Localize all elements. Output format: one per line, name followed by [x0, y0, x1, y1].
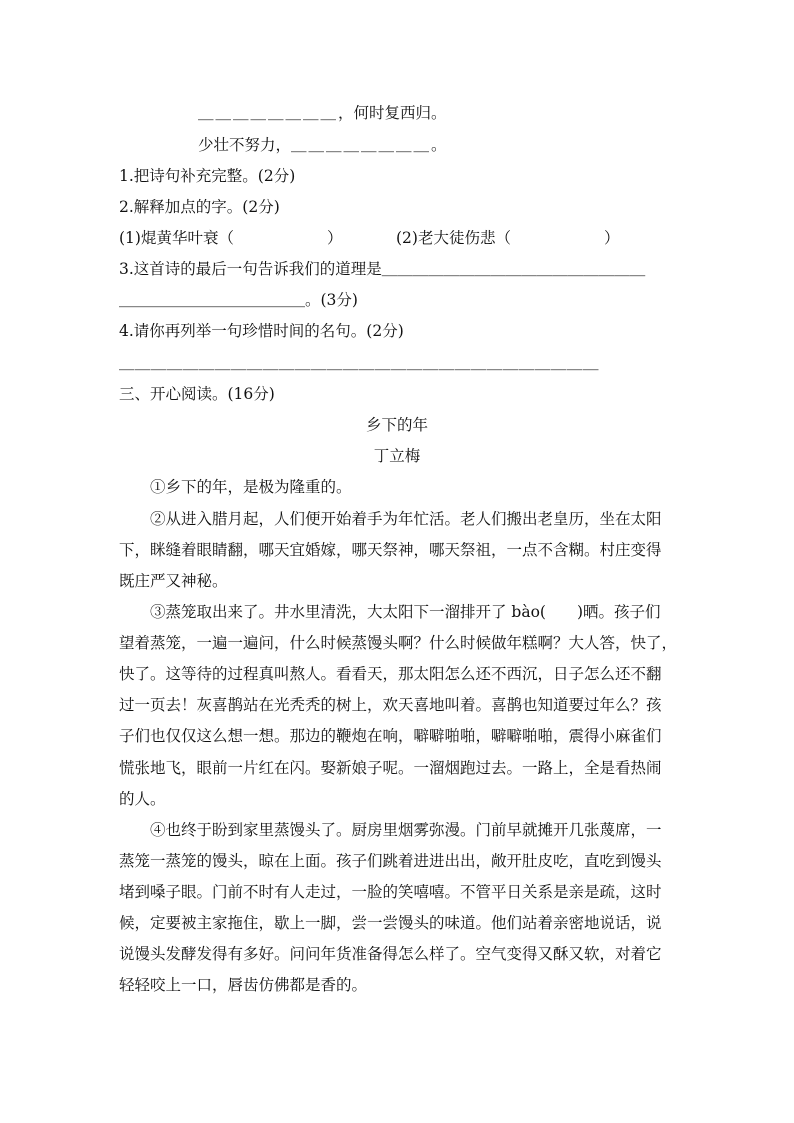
- passage-line: 说馒头发酵发得有多好。问问年货准备得怎么样了。空气变得又酥又软，对着它: [119, 945, 662, 963]
- passage-line: 下，眯缝着眼睛翻，哪天宜婚嫁，哪天祭神，哪天祭祖，一点不含糊。村庄变得: [119, 541, 662, 559]
- passage-line: ④也终于盼到家里蒸馒头了。厨房里烟雾弥漫。门前早就摊开几张蔑席，一: [150, 821, 662, 839]
- passage-line: 堵到嗓子眼。门前不时有人走过，一脸的笑嘻嘻。不管平日关系是亲是疏，这时: [119, 883, 662, 901]
- passage-line: 过一页去！灰喜鹊站在光秃秃的树上，欢天喜地叫着。喜鹊也知道要过年么？孩: [119, 696, 662, 714]
- passage-author: 丁立梅: [373, 447, 421, 465]
- passage-line: 望着蒸笼，一遍一遍问，什么时候蒸馒头啊？什么时候做年糕啊？大人答，快了，: [119, 634, 678, 652]
- answer-blank[interactable]: ＿＿＿＿＿＿＿＿＿＿＿＿＿＿＿＿＿＿＿＿＿＿＿＿＿＿＿＿＿＿: [119, 354, 600, 372]
- passage-line: ①乡下的年，是极为隆重的。: [150, 478, 352, 496]
- section-heading: 三、开心阅读。(16分): [119, 385, 275, 403]
- passage-line: 的人。: [119, 790, 166, 808]
- question-3-continued: ＿＿＿＿＿＿＿＿＿＿＿＿。(3分): [119, 291, 358, 309]
- question-2: 2.解释加点的字。(2分): [119, 198, 280, 216]
- question-1: 1.把诗句补充完整。(2分): [119, 167, 296, 185]
- passage-line: 慌张地飞，眼前一片红在闪。娶新娘子呢。一溜烟跑过去。一路上，全是看热闹: [119, 759, 662, 777]
- passage-line: 既庄严又神秘。: [119, 572, 228, 590]
- question-2-item-1: (1)焜黄华叶衰（ ）: [119, 229, 343, 247]
- passage-title: 乡下的年: [365, 416, 428, 434]
- passage-line: 快了。这等待的过程真叫熬人。看看天，那太阳怎么还不西沉，日子怎么还不翻: [119, 665, 662, 683]
- passage-line: ③蒸笼取出来了。井水里清洗，大太阳下一溜排开了 bào( )晒。孩子们: [150, 603, 661, 621]
- passage-line: 子们也仅仅这么想一想。那边的鞭炮在响，噼噼啪啪，噼噼啪啪，震得小麻雀们: [119, 727, 662, 745]
- question-4: 4.请你再列举一句珍惜时间的名句。(2分): [119, 322, 404, 340]
- poem-line-1: ＿＿＿＿＿＿＿＿，何时复西归。: [198, 104, 447, 122]
- answer-blank[interactable]: ＿＿＿＿＿＿＿＿: [198, 104, 339, 122]
- passage-line: ②从进入腊月起，人们便开始着手为年忙活。老人们搬出老皇历，坐在太阳: [150, 510, 662, 528]
- question-2-item-2: (2)老大徒伤悲（ ）: [396, 229, 620, 247]
- poem-line-2: 少壮不努力，＿＿＿＿＿＿＿＿。: [198, 136, 447, 154]
- passage-line: 蒸笼一蒸笼的馒头，晾在上面。孩子们跳着进进出出，敞开肚皮吃，直吃到馒头: [119, 852, 662, 870]
- question-3: 3.这首诗的最后一句告诉我们的道理是＿＿＿＿＿＿＿＿＿＿＿＿＿＿＿＿＿: [119, 260, 646, 278]
- passage-line: 轻轻咬上一口，唇齿仿佛都是香的。: [119, 976, 368, 994]
- answer-blank[interactable]: ＿＿＿＿＿＿＿＿: [291, 136, 432, 154]
- passage-line: 候，定要被主家拖住，歇上一脚，尝一尝馒头的味道。他们站着亲密地说话，说: [119, 914, 662, 932]
